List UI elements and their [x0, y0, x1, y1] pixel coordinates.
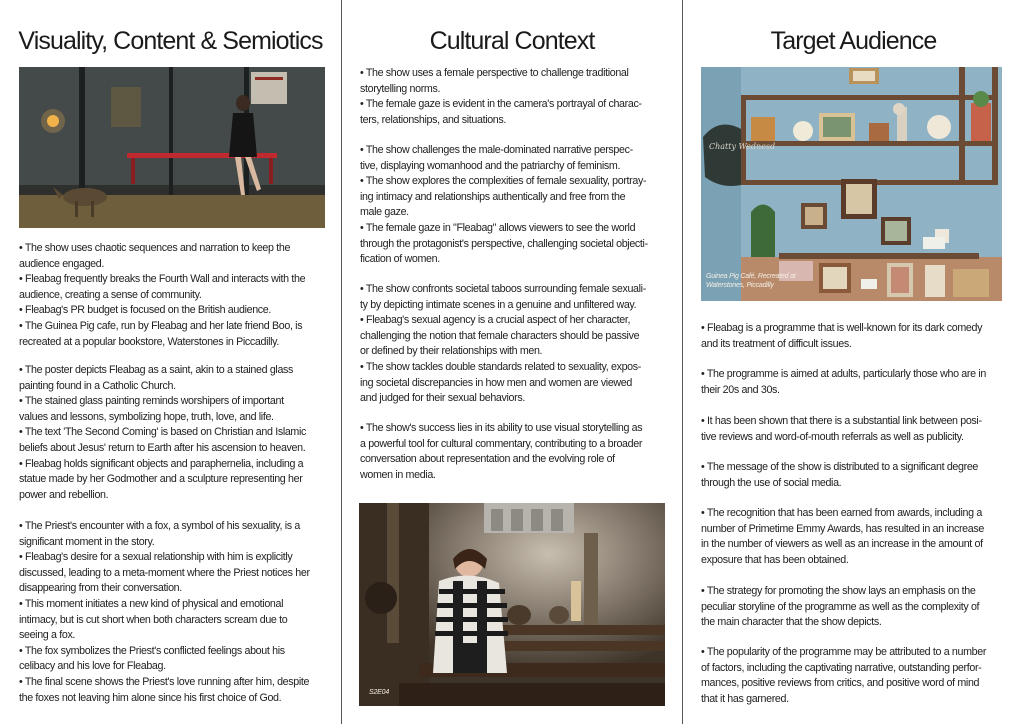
text-line: and judged for their sexual behaviors.: [360, 392, 525, 405]
bus-stop-photo: [19, 67, 325, 228]
column-visuality: [0, 0, 341, 724]
text-line: • The show uses chaotic sequences and narration to keep the: [19, 242, 291, 254]
text-line: of factors, including the captivating narrative, outstanding perfor-: [701, 661, 982, 674]
text-line: • The text 'The Second Coming' is based on Christian and Islamic: [19, 426, 307, 439]
text-line: • The show explores the complexities of female sexuality, portray-: [360, 175, 647, 188]
cafe-photo: [701, 67, 1002, 301]
text-line: • It has been shown that there is a substantial link between posi-: [701, 415, 982, 427]
text-line: celibacy and his love for Fleabag.: [19, 660, 166, 673]
text-line: • Fleabag frequently breaks the Fourth Wall and interacts with the: [19, 273, 306, 286]
text-line: values and lessons, symbolizing hope, truth, love, and life.: [19, 410, 274, 423]
text-line: male gaze.: [360, 206, 409, 219]
text-line: fication of women.: [360, 253, 440, 266]
text-line: conversation about representation and the evolving role of: [360, 453, 615, 466]
text-line: in the number of viewers as well as an increase in the amount of: [701, 538, 983, 551]
text-line: painting found in a Catholic Church.: [19, 379, 176, 392]
paragraph: [19, 519, 310, 706]
section-heading: Cultural Context: [429, 27, 595, 55]
text-line: seeing a fox.: [19, 629, 76, 642]
text-line: women in media.: [360, 468, 436, 481]
text-line: or defined by their relationships with men.: [360, 345, 543, 358]
text-line: mances, positive reviews from critics, and positive word of mind: [701, 677, 980, 690]
paragraph: [360, 421, 642, 483]
column-target-audience: [683, 0, 1024, 724]
text-line: audience, creating a sense of community.: [19, 288, 202, 301]
paragraph: [701, 506, 984, 568]
text-line: and its treatment of difficult issues.: [701, 337, 852, 350]
text-line: peculiar storyline of the programme as well as the complexity of: [701, 600, 980, 613]
text-line: • Fleabag's sexual agency is a crucial aspect of her character,: [360, 314, 631, 327]
text-line: • The message of the show is distributed to a significant degree: [701, 461, 979, 473]
text-line: ters, relationships, and situations.: [360, 113, 507, 126]
text-line: • Fleabag is a programme that is well-known for its dark comedy: [701, 322, 983, 334]
paragraph: [360, 66, 642, 128]
text-line: • The strategy for promoting the show lays an emphasis on the: [701, 585, 976, 597]
text-line: the foxes not leaving him alone since his first choice of God.: [19, 691, 282, 704]
paragraph: [360, 143, 648, 268]
text-line: • Fleabag holds significant objects and paraphernelia, including a: [19, 457, 304, 470]
text-line: • The recognition that has been earned from awards, including a: [701, 507, 982, 519]
text-line: that it has garnered.: [701, 692, 789, 705]
paragraph: [701, 460, 978, 491]
text-line: • The show's success lies in its ability to use visual storytelling as: [360, 422, 643, 434]
text-line: recreated at a popular bookstore, Waterstones in Piccadilly.: [19, 335, 279, 348]
text-line: significant moment in the story.: [19, 535, 155, 548]
text-line: • The fox symbolizes the Priest's conflicted feelings about his: [19, 644, 285, 657]
text-line: a powerful tool for cultural commentary, contributing to a broader: [360, 437, 643, 450]
text-line: ing intimacy and relationships authentically and free from the: [360, 190, 626, 203]
text-line: • The popularity of the programme may be attributed to a number: [701, 646, 987, 658]
text-line: beliefs about Jesus' return to Earth after his ascension to heaven.: [19, 441, 306, 454]
text-line: • Fleabag's desire for a sexual relationship with him is explicitly: [19, 551, 293, 564]
text-line: • The poster depicts Fleabag as a saint, akin to a stained glass: [19, 364, 294, 376]
text-line: • The final scene shows the Priest's love running after him, despite: [19, 675, 310, 688]
text-line: ty by depicting intimate scenes in a genuine and unfiltered way.: [360, 298, 637, 311]
paragraph: [701, 584, 979, 631]
text-line: discussed, leading to a meta-moment where the Priest notices her: [19, 566, 310, 579]
text-line: • The programme is aimed at adults, particularly those who are in: [701, 368, 986, 380]
paragraph: [701, 645, 986, 707]
text-line: statue made by her Godmother and a sculpture representing her: [19, 473, 303, 486]
text-line: • The Priest's encounter with a fox, a symbol of his sexuality, is a: [19, 520, 300, 532]
text-line: • The female gaze is evident in the camera's portrayal of charac-: [360, 98, 642, 111]
text-line: ing societal discrepancies in how men and women are viewed: [360, 376, 632, 389]
text-line: • The show uses a female perspective to challenge traditional: [360, 67, 629, 79]
section-heading: Visuality, Content & Semiotics: [18, 27, 323, 55]
paragraph: [701, 367, 986, 398]
text-line: through the protagonist's perspective, challenging societal objecti-: [360, 237, 648, 250]
chalkboard-text: Chatty Wednesd: [709, 142, 776, 151]
text-line: • Fleabag's PR budget is focused on the British audience.: [19, 304, 271, 317]
text-line: tive, displaying womanhood and the patriarchy of feminism.: [360, 159, 621, 172]
text-line: • The show tackles double standards related to sexuality, expos-: [360, 360, 641, 373]
text-line: the main character that the show depicts.: [701, 616, 882, 629]
text-line: • The female gaze in "Fleabag" allows viewers to see the world: [360, 221, 636, 234]
text-line: their 20s and 30s.: [701, 383, 780, 396]
caption-line: Guinea Pig Café, Recreated at: [706, 273, 796, 280]
image-caption: [706, 272, 796, 290]
text-line: intimacy, but is cut short when both characters scream due to: [19, 613, 288, 626]
paragraph: [19, 241, 305, 350]
text-line: storytelling norms.: [360, 82, 441, 95]
church-photo: [359, 503, 665, 706]
text-line: exposure that has been obtained.: [701, 553, 849, 566]
section-heading: Target Audience: [770, 27, 937, 55]
image-caption: S2E04: [369, 689, 390, 696]
text-line: tive reviews and word-of-mouth referrals as well as publicity.: [701, 430, 964, 443]
text-line: number of Primetime Emmy Awards, has resulted in an increase: [701, 522, 984, 535]
text-line: power and rebellion.: [19, 488, 109, 501]
text-line: disappearing from their conversation.: [19, 582, 182, 595]
text-line: • The show confronts societal taboos surrounding female sexuali-: [360, 283, 646, 295]
paragraph: [701, 321, 982, 352]
text-line: audience engaged.: [19, 257, 104, 270]
text-line: • The Guinea Pig cafe, run by Fleabag and her late friend Boo, is: [19, 319, 303, 332]
caption-line: Waterstones, Piccadilly: [706, 282, 774, 289]
column-cultural-context: [342, 0, 682, 724]
text-line: challenging the notion that female characters should be passive: [360, 329, 640, 342]
text-line: • This moment initiates a new kind of physical and emotional: [19, 597, 284, 610]
paragraph: [701, 414, 982, 445]
text-line: through the use of social media.: [701, 476, 842, 489]
text-line: • The show challenges the male-dominated narrative perspec-: [360, 144, 633, 156]
text-line: • The stained glass painting reminds worshipers of important: [19, 395, 284, 408]
paragraph: [19, 363, 306, 503]
paragraph: [360, 282, 646, 407]
